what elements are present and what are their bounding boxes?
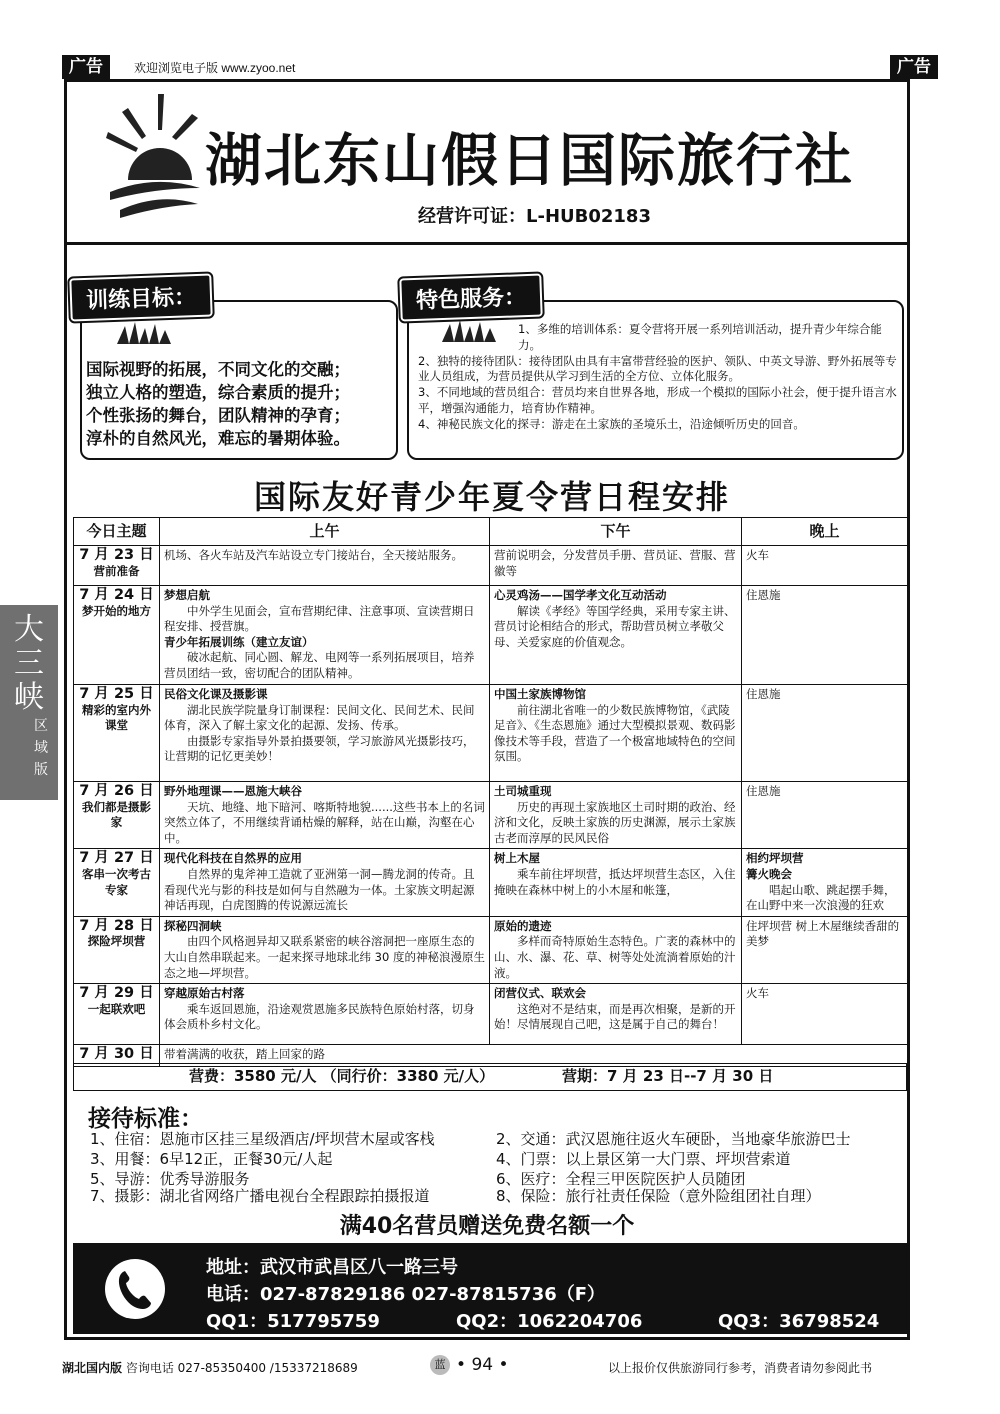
standard-item: 8、保险：旅行社责任保险（意外险组团社自理） <box>496 1187 821 1205</box>
evening-cell: 住恩施 <box>742 685 908 782</box>
afternoon-cell: 树上木屋 乘车前往坪坝营，抵达坪坝营生态区，入住掩映在森林中树上的小木屋和帐篷， <box>490 849 742 916</box>
table-row <box>74 586 908 685</box>
service-item: 4、神秘民族文化的探寻：游走在土家族的圣境乐土，沿途倾听历史的回音。 <box>418 416 805 431</box>
address: 地址：武汉市武昌区八一路三号 <box>206 1257 458 1278</box>
camp-fee: 营费：3580 元/人 （同行价：3380 元/人） <box>189 1067 495 1085</box>
page-value: 94 <box>471 1355 494 1375</box>
afternoon-cell: 原始的遗迹 多样而奇特原始生态特色。广袤的森林中的山、水、瀑、花、草、树等处处流淌着原始的汁液。 <box>490 916 742 983</box>
hotline: 咨询电话 027-85350400 /15337218689 <box>125 1361 358 1375</box>
service-item: 3、不同地域的营员组合：营员均来自世界各地，形成一个模拟的国际小社会，便于提升语言水平，增强沟通能力，培育协作精神。 <box>418 385 897 415</box>
column-header: 下午 <box>490 518 742 546</box>
sidebar-brand: 大三峡 <box>14 612 44 715</box>
evening-cell: 相约坪坝营 篝火晚会 唱起山歌、跳起摆手舞，在山野中来一次浪漫的狂欢 <box>742 849 908 916</box>
standard-item: 6、医疗：全程三甲医院医护人员随团 <box>496 1170 746 1188</box>
agency-name: 湖北东山假日国际旅行社 <box>205 128 854 194</box>
qq3[interactable]: QQ3：36798524 <box>718 1311 880 1332</box>
afternoon-cell: 心灵鸡汤——国学孝文化互动活动 解读《孝经》等国学经典，采用专家主讲、营员讨论相结合的形式，帮助营员树立孝敬父母、关爱家庭的价值观念。 <box>490 586 742 685</box>
evening-cell: 住恩施 <box>742 586 908 685</box>
schedule-table <box>73 517 908 1067</box>
standard-item: 3、用餐：6早12正，正餐30元/人起 <box>90 1150 333 1168</box>
phone-icon <box>105 1259 165 1319</box>
table-row <box>74 916 908 983</box>
special-services-title: 特色服务： <box>399 274 542 322</box>
camp-period: 营期：7 月 23 日--7 月 30 日 <box>562 1067 774 1085</box>
column-header: 上午 <box>160 518 490 546</box>
morning-cell: 梦想启航 中外学生见面会，宣布营期纪律、注意事项、宣读营期日程安排、授营旗。 青少年拓展训练（建立友谊） 破冰起航、同心圆、解龙、电网等一系列拓展项目，培养营员团结一致，密切配合的团队精神。 <box>160 586 490 685</box>
table-row <box>74 984 908 1045</box>
afternoon-cell: 中国土家族博物馆 前往湖北省唯一的少数民族博物馆，《武陵足音》、《生态恩施》通过大型模拟景观、数码影像技术等手段，营造了一个极富地域特色的空间氛围。 <box>490 685 742 782</box>
goal-line: 个性张扬的舞台，团队精神的孕育； <box>86 406 350 425</box>
afternoon-cell: 闭营仪式、联欢会 这绝对不是结束，而是再次相聚，是新的开始！尽情展现自己吧，这是属于自己的舞台！ <box>490 984 742 1045</box>
evening-cell: 住坪坝营 树上木屋继续香甜的美梦 <box>742 916 908 983</box>
special-services-list <box>418 322 898 433</box>
edition-label: 湖北国内版 <box>62 1361 123 1375</box>
ad-label-left: 广告 <box>62 55 110 79</box>
afternoon-cell: 土司城重现 历史的再现土家族地区土司时期的政治、经济和文化，反映土家族的历史渊源，展示土家族古老而淳厚的民风民俗 <box>490 782 742 849</box>
contact-panel <box>73 1243 907 1334</box>
day-cell: 7 月 30 日 <box>74 1045 160 1067</box>
evening-cell: 火车 <box>742 984 908 1045</box>
bonus-offer: 满40名营员赠送免费名额一个 <box>339 1214 635 1239</box>
standard-item: 5、导游：优秀导游服务 <box>90 1170 250 1188</box>
table-header-row <box>74 518 908 546</box>
day-cell: 7 月 25 日 精彩的室内外课堂 <box>74 685 160 782</box>
table-row <box>74 685 908 782</box>
page-number: 蓝 • 94 • <box>430 1355 509 1375</box>
morning-cell: 野外地理课——恩施大峡谷 天坑、地缝、地下暗河、喀斯特地貌......这些书本上的名词突然立体了，不用继续背诵枯燥的解释，站在山巅，沟壑在心中。 <box>160 782 490 849</box>
day-cell: 7 月 24 日 梦开始的地方 <box>74 586 160 685</box>
day-cell: 7 月 23 日 营前准备 <box>74 546 160 586</box>
training-goals-list <box>86 358 396 450</box>
morning-cell: 民俗文化课及摄影课 湖北民族学院量身订制课程：民间文化、民间艺术、民间体育，深入了解土家文化的起源、发扬、传承。 由摄影专家指导外景拍摄要领，学习旅游风光摄影技巧，让营期的记忆更美妙！ <box>160 685 490 782</box>
morning-cell: 现代化科技在自然界的应用 自然界的鬼斧神工造就了亚洲第一洞—腾龙洞的传奇。且看现代光与影的科技是如何与自然融为一体。土家族文明起源神话再现，白虎图腾的传说源远流长 <box>160 849 490 916</box>
goal-line: 独立人格的塑造，综合素质的提升； <box>86 383 350 402</box>
qq1[interactable]: QQ1：517795759 <box>206 1311 380 1332</box>
phone-numbers[interactable]: 电话：027-87829186 027-87815736（F） <box>206 1284 606 1305</box>
footer-left <box>62 1359 358 1379</box>
license-number: 经营许可证：L-HUB02183 <box>418 206 651 227</box>
afternoon-cell: 营前说明会，分发营员手册、营员证、营服、营徽等 <box>490 546 742 586</box>
table-row <box>74 849 908 916</box>
goal-line: 国际视野的拓展，不同文化的交融； <box>86 360 350 379</box>
qq2[interactable]: QQ2：1062204706 <box>456 1311 643 1332</box>
table-row <box>74 782 908 849</box>
standard-item: 1、住宿：恩施市区挂三星级酒店/坪坝营木屋或客栈 <box>90 1130 435 1148</box>
morning-cell: 探秘四洞峡 由四个风格迥异却又联系紧密的峡谷溶洞把一座原生态的大山自然串联起来。一起来探寻地球北纬 30 度的神秘浪漫原生态之地—坪坝营。 <box>160 916 490 983</box>
training-goals-title: 训练目标： <box>69 274 212 322</box>
final-day-cell: 带着满满的收获，踏上回家的路 <box>160 1045 908 1067</box>
standard-item: 7、摄影：湖北省网络广播电视台全程跟踪拍摄报道 <box>90 1187 430 1205</box>
ad-label-right: 广告 <box>890 55 938 79</box>
day-cell: 7 月 27 日 客串一次考古专家 <box>74 849 160 916</box>
column-header: 晚上 <box>742 518 908 546</box>
day-cell: 7 月 29 日 一起联欢吧 <box>74 984 160 1045</box>
sidebar-edition: 区域版 <box>34 718 48 778</box>
region-sidebar <box>0 605 58 800</box>
grass-icon <box>115 320 175 344</box>
service-item: 2、独特的接待团队：接待团队由具有丰富带营经验的医护、领队、中英文导游、野外拓展等专业人员组成，为营员提供从学习到生活的全方位、立体化服务。 <box>418 353 897 384</box>
welcome-text[interactable]: 欢迎浏览电子版 www.zyoo.net <box>134 61 296 75</box>
day-cell: 7 月 28 日 探险坪坝营 <box>74 916 160 983</box>
standard-item: 2、交通：武汉恩施往返火车硬卧，当地豪华旅游巴士 <box>496 1130 851 1148</box>
day-cell: 7 月 26 日 我们都是摄影家 <box>74 782 160 849</box>
table-row <box>74 546 908 586</box>
footer-disclaimer: 以上报价仅供旅游同行参考，消费者请勿参阅此书 <box>608 1361 873 1375</box>
page-badge: 蓝 <box>430 1355 450 1375</box>
evening-cell: 火车 <box>742 546 908 586</box>
service-item: 1、多维的培训体系：夏令营将开展一系列培训活动，提升青少年综合能力。 <box>518 322 882 352</box>
morning-cell: 机场、各火车站及汽车站设立专门接站台，全天接站服务。 <box>160 546 490 586</box>
sun-logo-icon <box>100 92 210 232</box>
schedule-title: 国际友好青少年夏令营日程安排 <box>253 478 730 516</box>
standards-title: 接待标准： <box>88 1106 203 1132</box>
header-divider <box>64 242 910 245</box>
morning-cell: 穿越原始古村落 乘车返回恩施，沿途观赏恩施多民族特色原始村落，切身体会质朴乡村文化。 <box>160 984 490 1045</box>
column-header: 今日主题 <box>74 518 160 546</box>
price-bar <box>73 1063 907 1091</box>
goal-line: 淳朴的自然风光，难忘的暑期体验。 <box>86 429 350 448</box>
standard-item: 4、门票：以上景区第一大门票、坪坝营索道 <box>496 1150 791 1168</box>
top-bar <box>62 55 938 79</box>
evening-cell: 住恩施 <box>742 782 908 849</box>
